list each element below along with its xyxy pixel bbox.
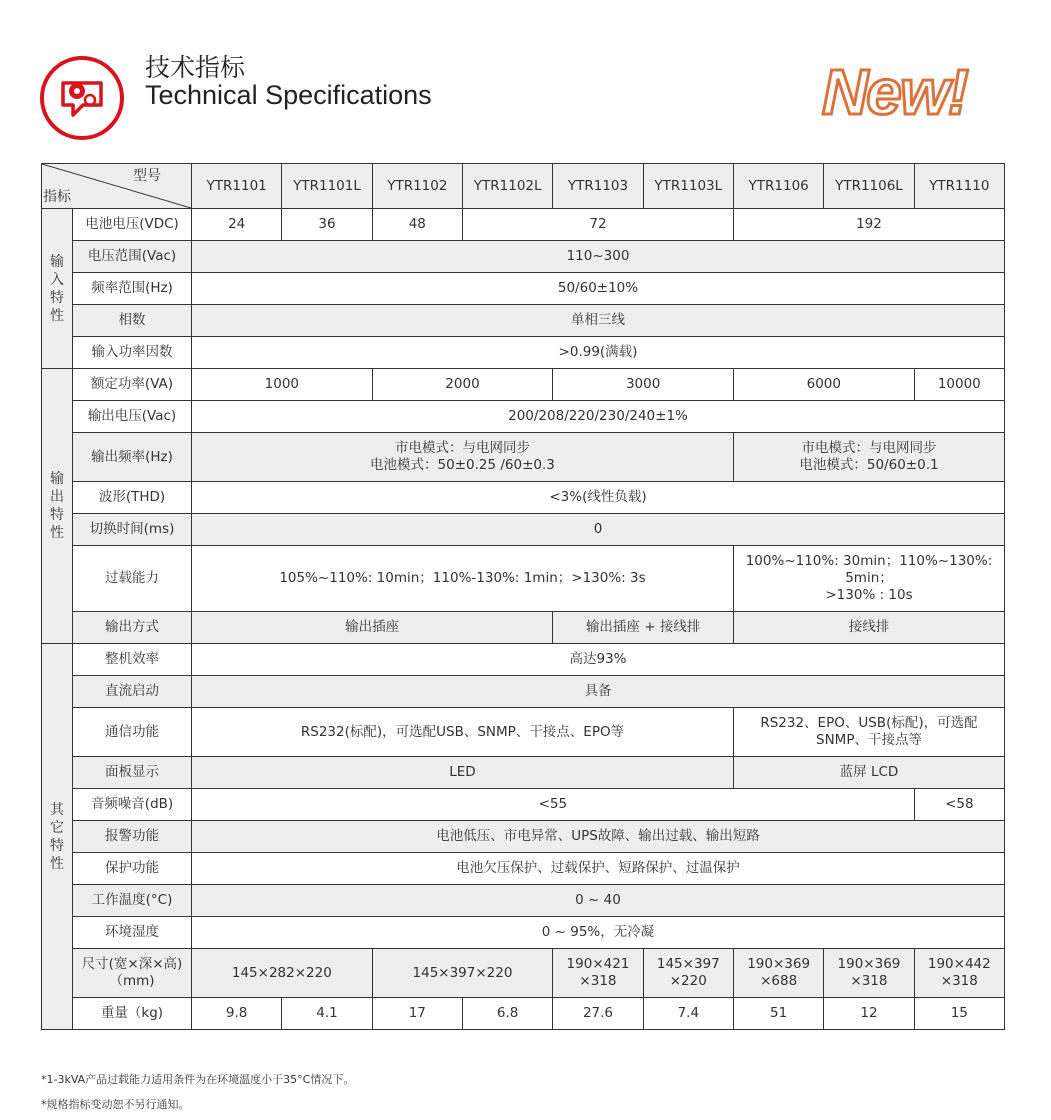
- table-row: [42, 789, 1005, 821]
- spec-value: 单相三线: [192, 305, 1005, 337]
- tech-specs-gear-icon: [40, 56, 124, 140]
- spec-value: 7.4: [643, 998, 733, 1030]
- table-row: [42, 337, 1005, 369]
- table-row: [42, 514, 1005, 546]
- spec-label: 电压范围(Vac): [73, 241, 192, 273]
- spec-value: 6.8: [462, 998, 552, 1030]
- footnote: *规格指标变动恕不另行通知。: [41, 1098, 190, 1111]
- spec-value: 高达93%: [192, 644, 1005, 676]
- table-row: [42, 612, 1005, 644]
- spec-label: 相数: [73, 305, 192, 337]
- table-row: [42, 757, 1005, 789]
- table-row: [42, 917, 1005, 949]
- spec-value: 190×442 ×318: [914, 949, 1004, 998]
- spec-label: 输出频率(Hz): [73, 433, 192, 482]
- table-row: [42, 998, 1005, 1030]
- corner-spec-label: 指标: [43, 189, 71, 205]
- spec-label: 工作温度(°C): [73, 885, 192, 917]
- table-row: [42, 369, 1005, 401]
- spec-value: 190×369 ×688: [733, 949, 823, 998]
- spec-label: 频率范围(Hz): [73, 273, 192, 305]
- spec-label: 重量（kg): [73, 998, 192, 1030]
- spec-value: 100%~110%: 30min；110%~130%: 5min； >130% : 10s: [733, 546, 1004, 612]
- spec-value: 输出插座 + 接线排: [553, 612, 734, 644]
- spec-value: 市电模式：与电网同步 电池模式：50/60±0.1: [733, 433, 1004, 482]
- spec-value: 接线排: [733, 612, 1004, 644]
- table-row: [42, 885, 1005, 917]
- table-row: [42, 482, 1005, 514]
- group-label: 其它特性: [42, 644, 73, 1030]
- spec-value: 24: [192, 209, 282, 241]
- spec-value: 0: [192, 514, 1005, 546]
- table-row: [42, 708, 1005, 757]
- spec-value: 12: [824, 998, 914, 1030]
- spec-value: 48: [372, 209, 462, 241]
- spec-value: 10000: [914, 369, 1004, 401]
- model-header: YTR1101: [192, 164, 282, 209]
- group-label: 输入特性: [42, 209, 73, 369]
- table-header-row: [42, 164, 1005, 209]
- spec-label: 环境湿度: [73, 917, 192, 949]
- table-row: [42, 644, 1005, 676]
- spec-label: 输出方式: [73, 612, 192, 644]
- spec-value: 36: [282, 209, 372, 241]
- spec-value: <3%(线性负载): [192, 482, 1005, 514]
- model-header: YTR1103: [553, 164, 643, 209]
- spec-value: 市电模式：与电网同步 电池模式：50±0.25 /60±0.3: [192, 433, 734, 482]
- corner-model-label: 型号: [133, 168, 161, 184]
- spec-label: 整机效率: [73, 644, 192, 676]
- spec-value: 4.1: [282, 998, 372, 1030]
- footnote: *1-3kVA产品过载能力适用条件为在环境温度小于35°C情况下。: [41, 1073, 355, 1086]
- spec-value: 电池欠压保护、过载保护、短路保护、过温保护: [192, 853, 1005, 885]
- spec-label: 直流启动: [73, 676, 192, 708]
- spec-value: 1000: [192, 369, 373, 401]
- spec-value: 15: [914, 998, 1004, 1030]
- table-row: [42, 241, 1005, 273]
- model-header: YTR1110: [914, 164, 1004, 209]
- spec-value: 6000: [733, 369, 914, 401]
- spec-value: 105%~110%: 10min；110%-130%: 1min；>130%: 3s: [192, 546, 734, 612]
- model-header: YTR1102L: [462, 164, 552, 209]
- spec-label: 电池电压(VDC): [73, 209, 192, 241]
- spec-label: 输出电压(Vac): [73, 401, 192, 433]
- model-header: YTR1101L: [282, 164, 372, 209]
- spec-value: 2000: [372, 369, 553, 401]
- spec-label: 输入功率因数: [73, 337, 192, 369]
- spec-value: 0 ~ 40: [192, 885, 1005, 917]
- spec-value: <55: [192, 789, 915, 821]
- new-badge-logo: New!: [822, 56, 967, 128]
- spec-value: 145×397 ×220: [643, 949, 733, 998]
- model-header: YTR1106: [733, 164, 823, 209]
- table-row: [42, 821, 1005, 853]
- table-row: [42, 209, 1005, 241]
- spec-label: 面板显示: [73, 757, 192, 789]
- spec-label: 波形(THD): [73, 482, 192, 514]
- spec-value: 17: [372, 998, 462, 1030]
- spec-value: LED: [192, 757, 734, 789]
- spec-value: 51: [733, 998, 823, 1030]
- spec-label: 切换时间(ms): [73, 514, 192, 546]
- spec-value: <58: [914, 789, 1004, 821]
- spec-value: 0 ~ 95%，无冷凝: [192, 917, 1005, 949]
- corner-cell: [42, 164, 192, 209]
- spec-label: 保护功能: [73, 853, 192, 885]
- spec-value: 145×282×220: [192, 949, 373, 998]
- table-row: [42, 853, 1005, 885]
- spec-value: 190×369 ×318: [824, 949, 914, 998]
- spec-table: [41, 163, 1005, 1030]
- spec-value: 27.6: [553, 998, 643, 1030]
- spec-label: 过载能力: [73, 546, 192, 612]
- spec-value: 蓝屏 LCD: [733, 757, 1004, 789]
- table-row: [42, 676, 1005, 708]
- group-label: 输出特性: [42, 369, 73, 644]
- spec-value: 110~300: [192, 241, 1005, 273]
- spec-label: 音频噪音(dB): [73, 789, 192, 821]
- page-title-cn: 技术指标: [145, 53, 246, 82]
- table-row: [42, 546, 1005, 612]
- spec-value: 200/208/220/230/240±1%: [192, 401, 1005, 433]
- model-header: YTR1102: [372, 164, 462, 209]
- spec-value: 9.8: [192, 998, 282, 1030]
- spec-value: 电池低压、市电异常、UPS故障、输出过载、输出短路: [192, 821, 1005, 853]
- spec-label: 额定功率(VA): [73, 369, 192, 401]
- spec-value: 145×397×220: [372, 949, 553, 998]
- table-row: [42, 401, 1005, 433]
- table-row: [42, 305, 1005, 337]
- spec-value: 3000: [553, 369, 734, 401]
- spec-value: >0.99(满载): [192, 337, 1005, 369]
- spec-value: RS232(标配)，可选配USB、SNMP、干接点、EPO等: [192, 708, 734, 757]
- spec-label: 通信功能: [73, 708, 192, 757]
- spec-value: 具备: [192, 676, 1005, 708]
- spec-value: 50/60±10%: [192, 273, 1005, 305]
- model-header: YTR1103L: [643, 164, 733, 209]
- table-row: [42, 949, 1005, 998]
- page-title-en: Technical Specifications: [145, 80, 432, 110]
- spec-value: 72: [462, 209, 733, 241]
- model-header: YTR1106L: [824, 164, 914, 209]
- spec-label: 尺寸(宽×深×高)（mm): [73, 949, 192, 998]
- spec-label: 报警功能: [73, 821, 192, 853]
- spec-value: 输出插座: [192, 612, 553, 644]
- spec-value: RS232、EPO、USB(标配)，可选配SNMP、干接点等: [733, 708, 1004, 757]
- table-row: [42, 273, 1005, 305]
- table-row: [42, 433, 1005, 482]
- spec-value: 192: [733, 209, 1004, 241]
- spec-value: 190×421 ×318: [553, 949, 643, 998]
